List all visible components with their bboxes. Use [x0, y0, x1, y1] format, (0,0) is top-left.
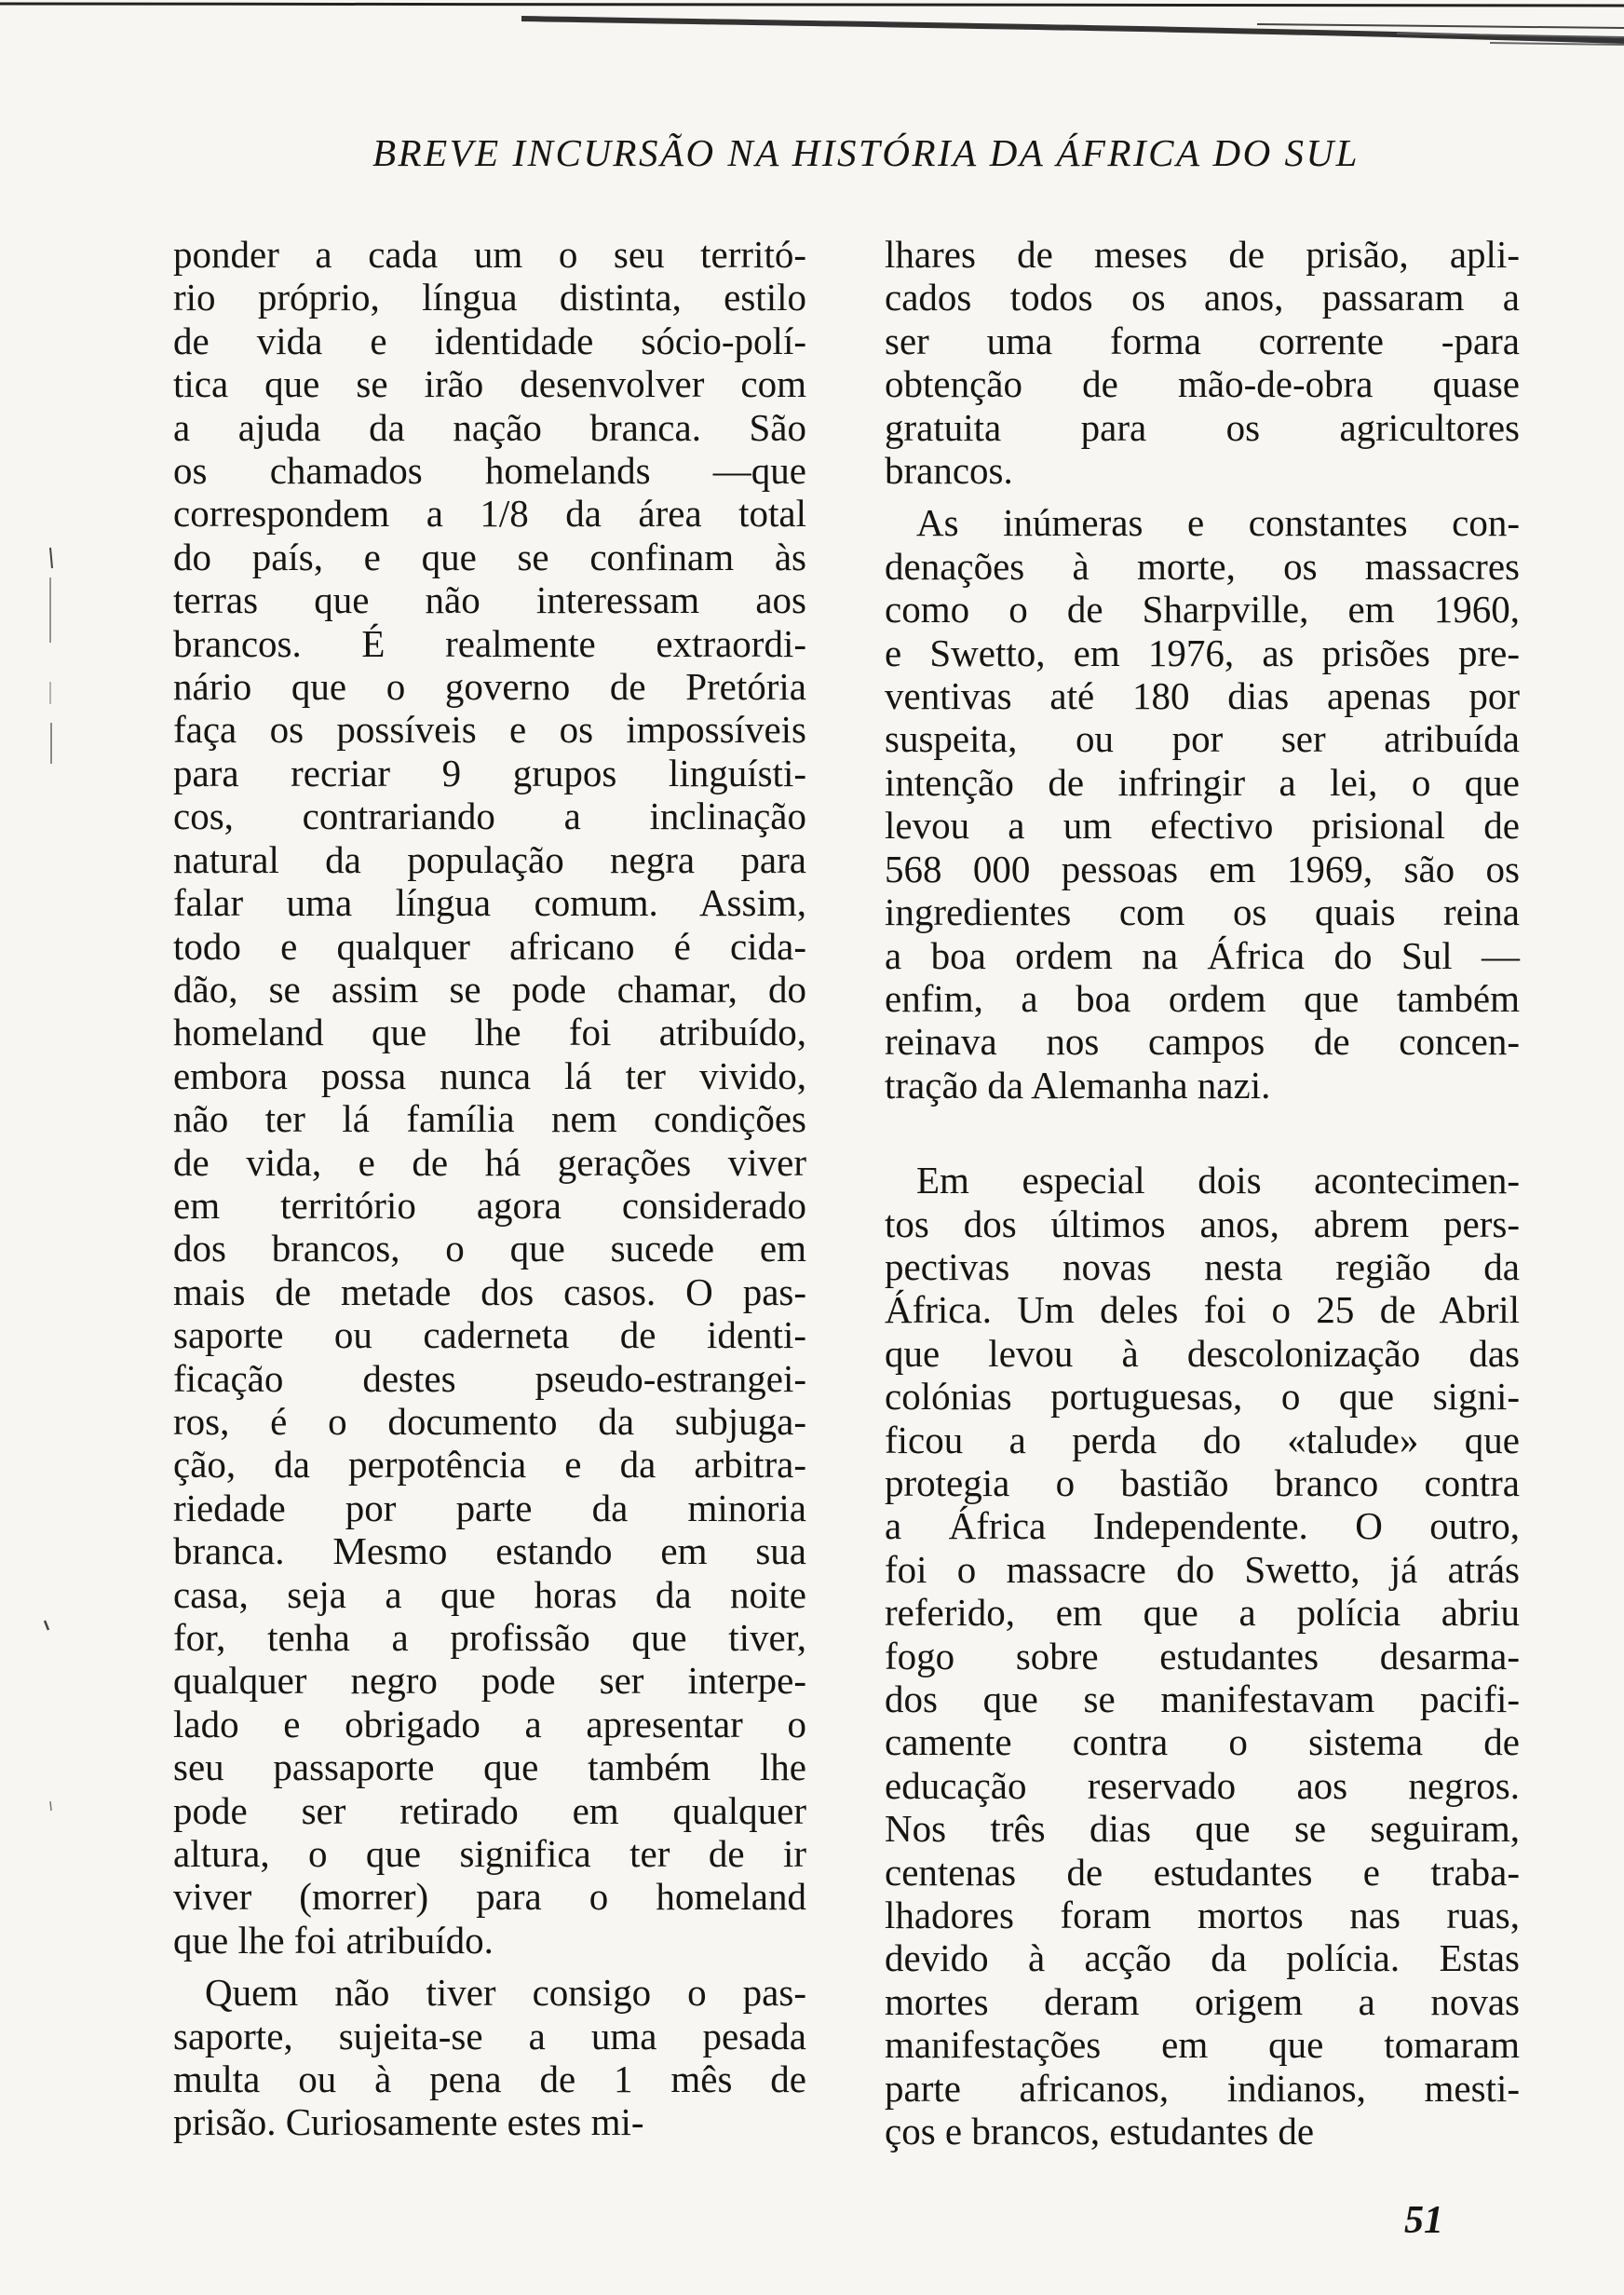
text-line: ficação destes pseudo-estrangei-: [173, 1356, 806, 1400]
text-line: que levou à descolonização das: [885, 1331, 1520, 1375]
paragraph: [885, 1159, 1520, 2152]
margin-scan-marks: [37, 522, 65, 1826]
text-line: intenção de infringir a lei, o que: [885, 760, 1520, 804]
text-line: seu passaporte que também lhe: [173, 1745, 806, 1789]
paragraph: [885, 233, 1520, 492]
text-line: brancos. É realmente extraordi-: [173, 621, 806, 665]
text-line: ingredientes com os quais reina: [885, 890, 1520, 934]
text-line: protegia o bastião branco contra: [885, 1460, 1520, 1504]
running-head: BREVE INCURSÃO NA HISTÓRIA DA ÁFRICA DO SUL: [372, 131, 1360, 174]
text-line: tos dos últimos anos, abrem pers-: [885, 1202, 1520, 1245]
text-line: os chamados homelands —que: [173, 449, 806, 493]
text-line: camente contra o sistema de: [885, 1720, 1520, 1764]
text-line: ponder a cada um o seu territó-: [173, 233, 806, 276]
text-line: não ter lá família nem condições: [173, 1097, 806, 1141]
text-line: pectivas novas nesta região da: [885, 1244, 1520, 1288]
text-line: gratuita para os agricultores: [885, 405, 1520, 449]
text-line: enfim, a boa ordem que também: [885, 976, 1520, 1020]
text-line: correspondem a 1/8 da área total: [173, 492, 806, 536]
text-line: que lhe foi atribuído.: [173, 1918, 494, 1962]
text-line: lhadores foram mortos nas ruas,: [885, 1894, 1520, 1937]
text-line: for, tenha a profissão que tiver,: [173, 1616, 806, 1659]
text-line: referido, em que a polícia abriu: [885, 1591, 1520, 1635]
text-line: Nos três dias que se seguiram,: [885, 1807, 1520, 1851]
text-line: casa, seja a que horas da noite: [173, 1572, 806, 1616]
text-line: ficou a perda do «talude» que: [885, 1418, 1520, 1461]
text-line: dos que se manifestavam pacifi-: [885, 1677, 1520, 1720]
text-line: em território agora considerado: [173, 1183, 806, 1227]
text-line: viver (morrer) para o homeland: [173, 1875, 806, 1919]
text-line: ços e brancos, estudantes de: [885, 2110, 1315, 2153]
text-line: saporte, sujeita-se a uma pesada: [173, 2014, 806, 2057]
text-line: obtenção de mão-de-obra quase: [885, 362, 1520, 406]
text-line: a boa ordem na África do Sul —: [885, 933, 1520, 977]
text-line: pode ser retirado em qualquer: [173, 1788, 806, 1832]
text-line: suspeita, ou por ser atribuída: [885, 717, 1520, 761]
text-line: como o de Sharpville, em 1960,: [885, 588, 1520, 631]
text-line: ser uma forma corrente -para: [885, 319, 1520, 362]
text-line: falar uma língua comum. Assim,: [173, 881, 806, 925]
text-line: fogo sobre estudantes desarma-: [885, 1634, 1520, 1677]
text-line: Quem não tiver consigo o pas-: [205, 1971, 806, 2015]
page-number: 51: [1404, 2199, 1443, 2242]
text-line: de vida, e de há gerações viver: [173, 1140, 806, 1184]
text-line: ros, é o documento da subjuga-: [173, 1399, 806, 1443]
text-line: tração da Alemanha nazi.: [885, 1063, 1271, 1107]
text-line: cados todos os anos, passaram a: [885, 276, 1520, 319]
text-line: reinava nos campos de concen-: [885, 1020, 1520, 1064]
paragraph: [173, 233, 806, 1962]
text-line: para recriar 9 grupos linguísti-: [173, 751, 806, 794]
text-line: do país, e que se confinam às: [173, 535, 806, 578]
text-line: faça os possíveis e os impossíveis: [173, 708, 806, 752]
text-line: foi o massacre do Swetto, já atrás: [885, 1547, 1520, 1591]
text-line: colónias portuguesas, o que signi-: [885, 1375, 1520, 1419]
text-line: e Swetto, em 1976, as prisões pre-: [885, 631, 1520, 674]
text-line: educação reservado aos negros.: [885, 1763, 1520, 1807]
text-line: mais de metade dos casos. O pas-: [173, 1270, 806, 1313]
text-line: rio próprio, língua distinta, estilo: [173, 276, 806, 319]
text-line: África. Um deles foi o 25 de Abril: [885, 1288, 1520, 1332]
text-line: multa ou à pena de 1 mês de: [173, 2057, 806, 2101]
text-line: manifestações em que tomaram: [885, 2023, 1520, 2067]
text-line: lado e obrigado a apresentar o: [173, 1702, 806, 1745]
text-line: ventivas até 180 dias apenas por: [885, 674, 1520, 718]
text-line: ção, da perpotência e da arbitra-: [173, 1443, 806, 1487]
text-line: devido à acção da polícia. Estas: [885, 1936, 1520, 1980]
text-line: a ajuda da nação branca. São: [173, 405, 806, 449]
text-line: riedade por parte da minoria: [173, 1486, 806, 1529]
text-line: lhares de meses de prisão, apli-: [885, 233, 1520, 276]
text-line: tica que se irão desenvolver com: [173, 362, 806, 406]
text-line: nário que o governo de Pretória: [173, 665, 806, 709]
text-column-right: [885, 233, 1520, 2152]
text-column-left: [173, 233, 806, 2144]
text-line: dão, se assim se pode chamar, do: [173, 967, 806, 1011]
paragraph: [885, 501, 1520, 1107]
text-line: prisão. Curiosamente estes mi-: [173, 2100, 644, 2144]
text-line: saporte ou caderneta de identi-: [173, 1313, 806, 1357]
text-line: Em especial dois acontecimen-: [916, 1159, 1520, 1202]
text-line: altura, o que significa ter de ir: [173, 1832, 806, 1876]
text-line: denações à morte, os massacres: [885, 544, 1520, 588]
scan-edge-lines: [0, 0, 1624, 56]
text-line: qualquer negro pode ser interpe-: [173, 1659, 806, 1703]
text-line: branca. Mesmo estando em sua: [173, 1529, 806, 1573]
text-line: centenas de estudantes e traba-: [885, 1850, 1520, 1894]
text-line: As inúmeras e constantes con-: [916, 501, 1520, 545]
text-line: natural da população negra para: [173, 837, 806, 881]
text-line: dos brancos, o que sucede em: [173, 1227, 806, 1270]
text-line: 568 000 pessoas em 1969, são os: [885, 847, 1520, 890]
text-line: todo e qualquer africano é cida-: [173, 924, 806, 968]
text-line: brancos.: [885, 449, 1013, 493]
text-line: embora possa nunca lá ter vivido,: [173, 1053, 806, 1097]
text-line: cos, contrariando a inclinação: [173, 794, 806, 838]
paragraph: [173, 1971, 806, 2144]
text-line: de vida e identidade sócio-polí-: [173, 319, 806, 362]
text-line: terras que não interessam aos: [173, 578, 806, 622]
text-line: levou a um efectivo prisional de: [885, 804, 1520, 848]
text-line: parte africanos, indianos, mesti-: [885, 2066, 1520, 2110]
text-line: mortes deram origem a novas: [885, 1979, 1520, 2023]
text-line: a África Independente. O outro,: [885, 1504, 1520, 1548]
text-line: homeland que lhe foi atribuído,: [173, 1011, 806, 1054]
